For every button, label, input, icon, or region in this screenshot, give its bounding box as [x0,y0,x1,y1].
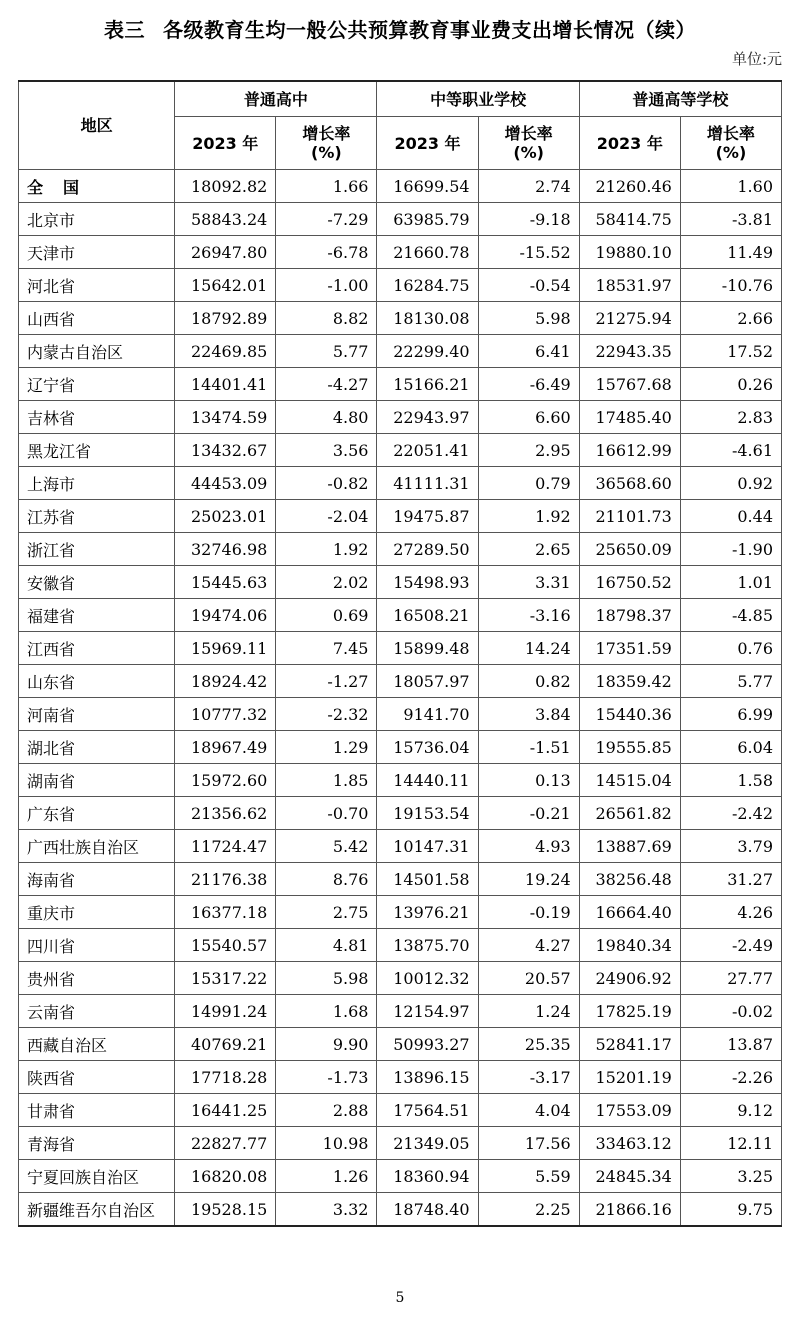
senior-high-2023-cell: 16820.08 [175,1160,276,1193]
senior-high-2023-cell: 19474.06 [175,599,276,632]
senior-high-rate-cell: 1.92 [276,533,377,566]
senior-high-rate-cell: -4.27 [276,368,377,401]
vocational-2023-cell: 12154.97 [377,995,478,1028]
higher-ed-rate-cell: -3.81 [680,203,781,236]
table-row [19,698,782,731]
vocational-rate-cell: 1.24 [478,995,579,1028]
higher-ed-rate-cell: 0.26 [680,368,781,401]
table-row [19,599,782,632]
higher-ed-2023-cell: 26561.82 [579,797,680,830]
vocational-rate-cell: 2.74 [478,170,579,203]
senior-high-2023-cell: 17718.28 [175,1061,276,1094]
senior-high-rate-cell: 10.98 [276,1127,377,1160]
region-cell: 山西省 [19,302,175,335]
senior-high-rate-cell: -6.78 [276,236,377,269]
senior-high-2023-cell: 18967.49 [175,731,276,764]
vocational-rate-cell: 4.27 [478,929,579,962]
rate-unit: (%) [311,143,342,162]
region-cell: 海南省 [19,863,175,896]
vocational-2023-cell: 10012.32 [377,962,478,995]
region-cell: 黑龙江省 [19,434,175,467]
table-row [19,269,782,302]
senior-high-2023-cell: 15642.01 [175,269,276,302]
vocational-2023-cell: 18360.94 [377,1160,478,1193]
vocational-2023-cell: 63985.79 [377,203,478,236]
senior-high-2023-cell: 22469.85 [175,335,276,368]
rate-label: 增长率 [504,124,553,143]
vocational-2023-cell: 16508.21 [377,599,478,632]
vocational-rate-cell: 5.59 [478,1160,579,1193]
region-cell: 江西省 [19,632,175,665]
vocational-2023-cell: 15166.21 [377,368,478,401]
table-row [19,401,782,434]
table-row [19,236,782,269]
senior-high-2023-cell: 18092.82 [175,170,276,203]
table-row [19,995,782,1028]
higher-ed-2023-cell: 17351.59 [579,632,680,665]
senior-high-rate-cell: 0.69 [276,599,377,632]
higher-ed-2023-cell: 19555.85 [579,731,680,764]
vocational-rate-cell: 0.13 [478,764,579,797]
table-row [19,632,782,665]
senior-high-2023-cell: 15969.11 [175,632,276,665]
region-cell: 天津市 [19,236,175,269]
table-row [19,434,782,467]
senior-high-2023-cell: 21176.38 [175,863,276,896]
vocational-rate-cell: 4.93 [478,830,579,863]
senior-high-2023-cell: 19528.15 [175,1193,276,1227]
higher-ed-2023-cell: 16664.40 [579,896,680,929]
higher-ed-2023-cell: 14515.04 [579,764,680,797]
region-cell: 北京市 [19,203,175,236]
rate-label: 增长率 [706,124,755,143]
higher-ed-rate-cell: 0.92 [680,467,781,500]
senior-high-rate-cell: 4.81 [276,929,377,962]
senior-high-rate-cell: 4.80 [276,401,377,434]
higher-ed-2023-cell: 15201.19 [579,1061,680,1094]
vocational-2023-cell: 22943.97 [377,401,478,434]
higher-ed-2023-cell: 24845.34 [579,1160,680,1193]
table-title [0,14,800,43]
table-row [19,566,782,599]
higher-ed-rate-cell: 9.12 [680,1094,781,1127]
unit-label: 单位:元 [731,50,782,68]
senior-high-rate-cell: 1.68 [276,995,377,1028]
vocational-2023-cell: 19475.87 [377,500,478,533]
higher-ed-2023-cell: 38256.48 [579,863,680,896]
higher-ed-rate-cell: 5.77 [680,665,781,698]
senior-high-2023-cell: 13432.67 [175,434,276,467]
senior-high-rate-cell: 5.77 [276,335,377,368]
region-cell: 湖南省 [19,764,175,797]
higher-ed-rate-cell: 17.52 [680,335,781,368]
vocational-2023-cell: 15736.04 [377,731,478,764]
region-header: 地区 [19,81,175,170]
vocational-2023-cell: 15899.48 [377,632,478,665]
higher-ed-2023-cell: 25650.09 [579,533,680,566]
vocational-rate-cell: -3.17 [478,1061,579,1094]
higher-ed-rate-cell: 3.79 [680,830,781,863]
senior-high-2023-cell: 15540.57 [175,929,276,962]
higher-ed-rate-cell: 0.76 [680,632,781,665]
table-row [19,170,782,203]
higher-ed-rate-cell: 2.66 [680,302,781,335]
higher-ed-rate-cell: 6.04 [680,731,781,764]
region-cell: 辽宁省 [19,368,175,401]
region-cell: 广西壮族自治区 [19,830,175,863]
expenditure-table [18,80,782,1227]
higher-ed-2023-cell: 58414.75 [579,203,680,236]
region-cell: 甘肃省 [19,1094,175,1127]
higher-ed-2023-cell: 19880.10 [579,236,680,269]
region-cell: 新疆维吾尔自治区 [19,1193,175,1227]
table-body [19,170,782,1227]
higher-ed-rate-cell: -4.61 [680,434,781,467]
group-header-senior-high: 普通高中 [175,81,377,117]
senior-high-rate-cell: 2.75 [276,896,377,929]
vocational-2023-cell: 27289.50 [377,533,478,566]
vocational-2023-cell: 14501.58 [377,863,478,896]
region-cell: 西藏自治区 [19,1028,175,1061]
region-cell: 安徽省 [19,566,175,599]
senior-high-2023-cell: 11724.47 [175,830,276,863]
year-header: 2023 年 [579,117,680,170]
vocational-2023-cell: 18130.08 [377,302,478,335]
table-title-text: 各级教育生均一般公共预算教育事业费支出增长情况（续） [163,18,696,42]
vocational-2023-cell: 15498.93 [377,566,478,599]
vocational-rate-cell: 0.79 [478,467,579,500]
vocational-2023-cell: 22051.41 [377,434,478,467]
table-number: 表三 [104,18,145,42]
vocational-rate-cell: 1.92 [478,500,579,533]
vocational-2023-cell: 41111.31 [377,467,478,500]
higher-ed-rate-cell: -10.76 [680,269,781,302]
table-row [19,962,782,995]
vocational-rate-cell: 6.60 [478,401,579,434]
higher-ed-rate-cell: 4.26 [680,896,781,929]
table-row [19,863,782,896]
senior-high-rate-cell: -0.82 [276,467,377,500]
vocational-2023-cell: 21349.05 [377,1127,478,1160]
senior-high-2023-cell: 58843.24 [175,203,276,236]
senior-high-2023-cell: 10777.32 [175,698,276,731]
vocational-rate-cell: 2.25 [478,1193,579,1227]
vocational-rate-cell: 17.56 [478,1127,579,1160]
vocational-rate-cell: 4.04 [478,1094,579,1127]
higher-ed-2023-cell: 17553.09 [579,1094,680,1127]
vocational-2023-cell: 9141.70 [377,698,478,731]
rate-header [276,117,377,170]
table-row [19,1061,782,1094]
higher-ed-rate-cell: -2.42 [680,797,781,830]
vocational-rate-cell: 2.95 [478,434,579,467]
higher-ed-2023-cell: 19840.34 [579,929,680,962]
vocational-rate-cell: 20.57 [478,962,579,995]
senior-high-rate-cell: 7.45 [276,632,377,665]
higher-ed-2023-cell: 18798.37 [579,599,680,632]
vocational-rate-cell: 2.65 [478,533,579,566]
higher-ed-rate-cell: 1.01 [680,566,781,599]
higher-ed-2023-cell: 16612.99 [579,434,680,467]
vocational-rate-cell: -1.51 [478,731,579,764]
group-header-higher-ed: 普通高等学校 [579,81,781,117]
senior-high-rate-cell: -0.70 [276,797,377,830]
senior-high-2023-cell: 25023.01 [175,500,276,533]
higher-ed-2023-cell: 16750.52 [579,566,680,599]
senior-high-2023-cell: 32746.98 [175,533,276,566]
vocational-rate-cell: -3.16 [478,599,579,632]
higher-ed-2023-cell: 18359.42 [579,665,680,698]
higher-ed-2023-cell: 21866.16 [579,1193,680,1227]
rate-header [478,117,579,170]
higher-ed-rate-cell: -1.90 [680,533,781,566]
higher-ed-2023-cell: 17485.40 [579,401,680,434]
vocational-rate-cell: -9.18 [478,203,579,236]
vocational-2023-cell: 18748.40 [377,1193,478,1227]
vocational-2023-cell: 16699.54 [377,170,478,203]
region-cell: 上海市 [19,467,175,500]
region-cell: 河北省 [19,269,175,302]
table-row [19,302,782,335]
region-cell: 四川省 [19,929,175,962]
senior-high-2023-cell: 22827.77 [175,1127,276,1160]
vocational-2023-cell: 18057.97 [377,665,478,698]
senior-high-2023-cell: 18792.89 [175,302,276,335]
vocational-rate-cell: 25.35 [478,1028,579,1061]
senior-high-2023-cell: 14401.41 [175,368,276,401]
table-row [19,203,782,236]
senior-high-2023-cell: 40769.21 [175,1028,276,1061]
senior-high-rate-cell: -1.00 [276,269,377,302]
table-row [19,797,782,830]
senior-high-rate-cell: -2.04 [276,500,377,533]
senior-high-2023-cell: 44453.09 [175,467,276,500]
senior-high-2023-cell: 15972.60 [175,764,276,797]
table-row [19,335,782,368]
table-row [19,1094,782,1127]
senior-high-rate-cell: 8.82 [276,302,377,335]
senior-high-rate-cell: -7.29 [276,203,377,236]
region-cell: 云南省 [19,995,175,1028]
higher-ed-rate-cell: -4.85 [680,599,781,632]
region-cell: 江苏省 [19,500,175,533]
year-header: 2023 年 [377,117,478,170]
higher-ed-2023-cell: 13887.69 [579,830,680,863]
higher-ed-rate-cell: 11.49 [680,236,781,269]
rate-unit: (%) [513,143,544,162]
table-row [19,665,782,698]
vocational-2023-cell: 13896.15 [377,1061,478,1094]
table-row [19,929,782,962]
higher-ed-rate-cell: -0.02 [680,995,781,1028]
higher-ed-rate-cell: 9.75 [680,1193,781,1227]
vocational-rate-cell: 14.24 [478,632,579,665]
vocational-2023-cell: 50993.27 [377,1028,478,1061]
senior-high-2023-cell: 16377.18 [175,896,276,929]
table-row [19,1193,782,1227]
higher-ed-rate-cell: -2.26 [680,1061,781,1094]
vocational-rate-cell: 5.98 [478,302,579,335]
higher-ed-2023-cell: 52841.17 [579,1028,680,1061]
higher-ed-rate-cell: 31.27 [680,863,781,896]
higher-ed-2023-cell: 22943.35 [579,335,680,368]
vocational-2023-cell: 14440.11 [377,764,478,797]
vocational-rate-cell: -0.54 [478,269,579,302]
senior-high-2023-cell: 26947.80 [175,236,276,269]
table-row [19,731,782,764]
region-cell: 内蒙古自治区 [19,335,175,368]
group-header-vocational: 中等职业学校 [377,81,579,117]
senior-high-rate-cell: -1.73 [276,1061,377,1094]
vocational-rate-cell: 3.84 [478,698,579,731]
higher-ed-2023-cell: 21275.94 [579,302,680,335]
region-cell: 重庆市 [19,896,175,929]
higher-ed-2023-cell: 24906.92 [579,962,680,995]
region-cell: 吉林省 [19,401,175,434]
vocational-rate-cell: 0.82 [478,665,579,698]
vocational-rate-cell: -0.21 [478,797,579,830]
higher-ed-rate-cell: -2.49 [680,929,781,962]
vocational-rate-cell: 3.31 [478,566,579,599]
vocational-rate-cell: 19.24 [478,863,579,896]
senior-high-2023-cell: 15445.63 [175,566,276,599]
rate-label: 增长率 [302,124,351,143]
rate-unit: (%) [715,143,747,162]
vocational-2023-cell: 10147.31 [377,830,478,863]
senior-high-rate-cell: 1.29 [276,731,377,764]
region-cell: 浙江省 [19,533,175,566]
higher-ed-rate-cell: 6.99 [680,698,781,731]
page-number: 5 [395,1290,405,1306]
table-row [19,830,782,863]
higher-ed-rate-cell: 0.44 [680,500,781,533]
higher-ed-2023-cell: 21101.73 [579,500,680,533]
higher-ed-rate-cell: 1.60 [680,170,781,203]
region-cell: 贵州省 [19,962,175,995]
senior-high-rate-cell: 9.90 [276,1028,377,1061]
table-row [19,1127,782,1160]
senior-high-rate-cell: 5.42 [276,830,377,863]
senior-high-rate-cell: 3.32 [276,1193,377,1227]
table-row [19,764,782,797]
table-row [19,368,782,401]
table-row [19,896,782,929]
senior-high-rate-cell: -2.32 [276,698,377,731]
vocational-2023-cell: 16284.75 [377,269,478,302]
higher-ed-rate-cell: 3.25 [680,1160,781,1193]
table-row [19,533,782,566]
vocational-2023-cell: 21660.78 [377,236,478,269]
senior-high-2023-cell: 14991.24 [175,995,276,1028]
region-cell: 陕西省 [19,1061,175,1094]
region-cell: 青海省 [19,1127,175,1160]
higher-ed-rate-cell: 13.87 [680,1028,781,1061]
senior-high-2023-cell: 18924.42 [175,665,276,698]
region-cell: 山东省 [19,665,175,698]
vocational-rate-cell: -15.52 [478,236,579,269]
higher-ed-2023-cell: 15440.36 [579,698,680,731]
table-row [19,467,782,500]
senior-high-2023-cell: 16441.25 [175,1094,276,1127]
senior-high-2023-cell: 13474.59 [175,401,276,434]
vocational-2023-cell: 13875.70 [377,929,478,962]
senior-high-rate-cell: -1.27 [276,665,377,698]
vocational-2023-cell: 17564.51 [377,1094,478,1127]
senior-high-2023-cell: 15317.22 [175,962,276,995]
table-row [19,500,782,533]
table-row [19,1160,782,1193]
region-cell: 全国 [19,170,175,203]
higher-ed-2023-cell: 18531.97 [579,269,680,302]
region-cell: 福建省 [19,599,175,632]
senior-high-2023-cell: 21356.62 [175,797,276,830]
rate-header [680,117,781,170]
higher-ed-2023-cell: 33463.12 [579,1127,680,1160]
vocational-rate-cell: 6.41 [478,335,579,368]
year-header: 2023 年 [175,117,276,170]
senior-high-rate-cell: 1.26 [276,1160,377,1193]
higher-ed-2023-cell: 15767.68 [579,368,680,401]
higher-ed-rate-cell: 2.83 [680,401,781,434]
vocational-2023-cell: 13976.21 [377,896,478,929]
vocational-rate-cell: -6.49 [478,368,579,401]
senior-high-rate-cell: 5.98 [276,962,377,995]
higher-ed-rate-cell: 1.58 [680,764,781,797]
senior-high-rate-cell: 1.85 [276,764,377,797]
region-cell: 宁夏回族自治区 [19,1160,175,1193]
higher-ed-rate-cell: 12.11 [680,1127,781,1160]
region-cell: 广东省 [19,797,175,830]
region-cell: 河南省 [19,698,175,731]
higher-ed-2023-cell: 21260.46 [579,170,680,203]
table-row [19,1028,782,1061]
vocational-2023-cell: 22299.40 [377,335,478,368]
vocational-rate-cell: -0.19 [478,896,579,929]
higher-ed-2023-cell: 36568.60 [579,467,680,500]
senior-high-rate-cell: 8.76 [276,863,377,896]
region-cell: 湖北省 [19,731,175,764]
senior-high-rate-cell: 1.66 [276,170,377,203]
higher-ed-2023-cell: 17825.19 [579,995,680,1028]
vocational-2023-cell: 19153.54 [377,797,478,830]
senior-high-rate-cell: 2.02 [276,566,377,599]
senior-high-rate-cell: 2.88 [276,1094,377,1127]
senior-high-rate-cell: 3.56 [276,434,377,467]
higher-ed-rate-cell: 27.77 [680,962,781,995]
